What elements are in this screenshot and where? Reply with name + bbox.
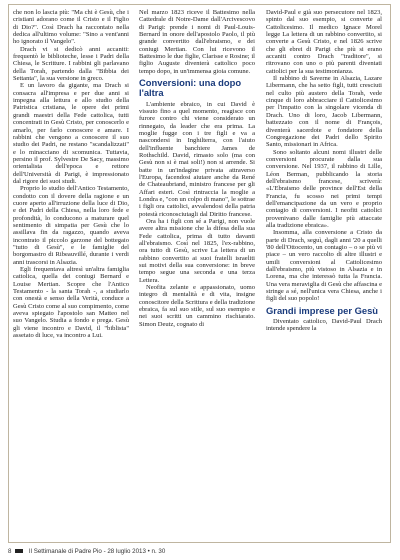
column-3	[266, 9, 382, 333]
page-footer	[8, 547, 391, 557]
paragraph: L'ambiente ebraico, in cui David è vissuto fino a quel momento, reagisce con furore contro chi viene considerato un rinnegato, da leader che era prima. La moglie fugge con i tre figli e va a nascondersi in Inghilterra, con l'aiuto dell'influente banchiere James de Rothschild. David, rimasto solo (ma con Gesù non si è mai soli!) non si arrende. Si batte in un'indagine privata attraverso l'Europa, facendosi aiutare anche da René de Chateaubriand, ministro francese per gli Affari esteri. Così rintraccia la moglie a Londra e, "con un colpo di mano", le sottrae i figli ora cattolici, avvalendosi della patria potestà riconosciutagli dal Diritto francese.	[139, 100, 255, 218]
paragraph: Egli frequentava altresì un'altra famiglia cattolica, quella dei coniugi Bernard e Louise Mertian. Scopre che l'Antico Testamento - la santa Torah -, a studiarlo con onestà e senso della Verità, conduce a Gesù Cristo come al suo compimento, come aveva spiegato l'apostolo san Matteo nel suo Vangelo. Studia a fondo e prega. Gesù gli viene incontro e David, il "biblista" assetato di luce, va incontro a Lui.	[13, 266, 129, 340]
paragraph: che non lo lascia più: "Ma chi è Gesù, che i cristiani adorano come il Cristo e il Figlio di Dio?". Così Drach ha raccontato nella dedica all'ultimo volume: "Sino a vent'anni ho ignorato il Vangelo".	[13, 9, 129, 46]
paragraph: Ora ha i figli con sé a Parigi, non vuole avere altra missione che la difesa della sua Fede cattolica, prima di tutto davanti all'ebraismo. Così nel 1825, l'ex-rabbino, ora tutto di Gesù, scrive La lettera di un rabbino convertito ai suoi fratelli israeliti sui motivi della sua conversione: in breve tempo segue una seconda e una terza Lettera.	[139, 218, 255, 284]
article-frame	[8, 4, 391, 543]
paragraph: Neofita zelante e appassionato, uomo integro di mentalità e di vita, insigne conoscitore della Scrittura e della tradizione ebraica, fa sul suo stile, sul suo esempio e nei suoi scritti un cammino rischiarato. Simon Deutz, cognato di	[139, 284, 255, 328]
issue-date: 28 luglio 2013	[107, 548, 146, 555]
paragraph: Insomma, alla conversione a Cristo da parte di Drach, seguì, dagli anni '20 a quelli '80 dell'Ottocento, un contagio – o se più vi piace – un vero raccolto di altre illustri e umili conversioni al Cattolicesimo dall'ebraismo, più vistoso in Alsazia e in Lorena, ma che interessò tutta la Francia. Una vera meraviglia di Gesù che affascina e stringe a sé, nell'unica vera Chiesa, anche i figli del suo popolo!	[266, 229, 382, 303]
separator-bar	[15, 549, 23, 553]
paragraph: Drach vi si dedicò anni accaniti: frequentò le biblioteche, lesse i Padri della Chiesa, le Scritture. I rabbini gli parlavano della Torah, partendo dalla "Bibbia dei Settanta", la sua versione in greco.	[13, 45, 129, 83]
paragraph: Proprio lo studio dell'Antico Testamento, condotto con il dovere della ragione e un cuore aperto all'irruzione della luce di Dio, e dei Padri della Chiesa, nella loro fede e profondità, lo conducono a maturare quel sentimento di simpatia per Gesù che lo assillava fin da ragazzo, quando aveva incontrato il piccolo garzone del bottegaio "tutto di Gesù", e le famiglie del borgomastro di Ribeauvillé, durante i verdi anni trascorsi in Alsazia.	[13, 185, 129, 266]
paragraph: Il rabbino di Saverne in Alsazia, Lazare Libermann, che ha setto figli, tutti cresciuti nel culto più austero della Torah, vede cinque di loro abbracciare il Cattolicesimo per l'impatto con la singolare vicenda di Drach. Uno di loro, Jacob Libermann, battezzato con il nome di François, diventerà sacerdote e fondatore della Congregazione dei Padri dello Spirito Santo, missionari in Africa.	[266, 75, 382, 149]
magazine-title: Il Settimanale di Padre Pio	[28, 548, 102, 555]
paragraph: Nel marzo 1823 riceve il Battesimo nella Cattedrale di Notre-Dame dall'Arcivescovo di Parigi: prende i nomi di Paul-Louis-Bernard in onore dell'apostolo Paolo, il più grande convertito dall'ebraismo, e dei coniugi Mertian. Con lui ricevono il Battesimo le due figlie, Clarisse e Rosine; il figlio Auguste diventerà cattolico poco tempo dopo, in un'immensa gioia comune.	[139, 9, 255, 75]
separator-dot: •	[147, 548, 152, 555]
section-heading: Grandi imprese per Gesù	[266, 304, 379, 316]
issue-number: n. 30	[151, 548, 166, 555]
paragraph: Diventato cattolico, David-Paul Drach intende spendere la	[266, 317, 382, 333]
paragraph: David-Paul e già suo persecutore nel 1823, spinto dal suo esempio, si converte al Cattolicesimo. Il medico Ignace Morel legge La lettera di un rabbino convertito, si converte a Gesù Cristo, e nel 1826 scrive che gli ebrei di Parigi che più si erano accaniti contro Drach "traditore", si ritrovano con uno o più parenti diventati cattolici per la sua testimonianza.	[266, 9, 382, 75]
page-number: 8	[8, 548, 12, 555]
paragraph: E un lavoro da gigante, ma Drach si consacra all'impresa e per due anni si impegna alla lettura e allo studio della Patristica cristiana, le opere dei primi grandi maestri della Fede cattolica, tutti concentrati in Gesù Cristo, per conoscerlo e amarlo, per farlo conoscere e amare. I rabbini che vengono a conoscere il suo studio dei Padri, ne restano "scandalizzati" e lo minacciano di scomunica. Tuttavia, persino il prof. Sylvestre De Sacy, massimo orientalista dell'epoca e rettore dell'Università di Parigi, è impressionato dal rigore dei suoi studi.	[13, 82, 129, 185]
paragraph: Sono soltanto alcuni nomi illustri delle conversioni procurate dalla sua conversione. Nel 1937, il rabbino di Lille, Léon Berman, pubblicando la storia dell'ebraismo francese, scriverà: «L'Ebraismo delle province dell'Est della Francia, fu scosso nei primi tempi dell'emancipazione da un vero e proprio contagio di conversioni. I neofiti cattolici provenivano dalle famiglie più attaccate alla tradizione ebraica».	[266, 148, 382, 229]
column-1	[13, 9, 129, 339]
column-2	[139, 9, 255, 328]
separator-dash: -	[103, 548, 108, 555]
section-heading: Conversioni: una dopo l'altra	[139, 77, 242, 99]
